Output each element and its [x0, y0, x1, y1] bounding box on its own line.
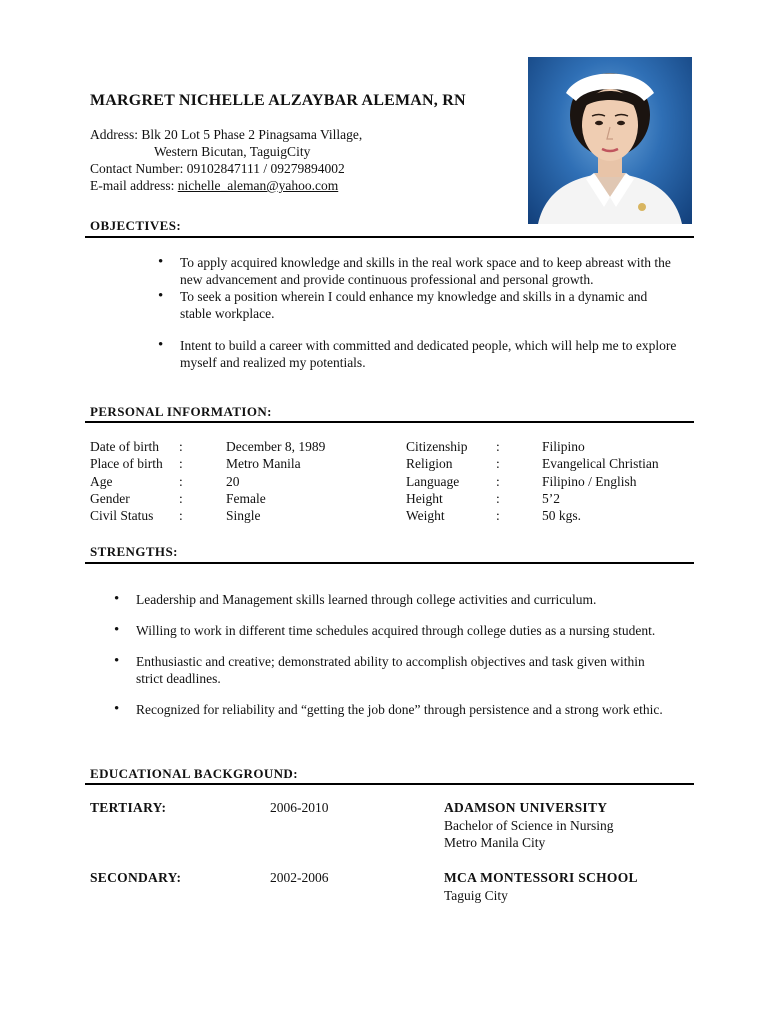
personal-info-row — [90, 473, 690, 490]
separator: : — [496, 439, 500, 454]
tertiary-years: 2006-2010 — [270, 800, 329, 815]
applicant-name: MARGRET NICHELLE ALZAYBAR ALEMAN, RN — [90, 92, 466, 109]
value-height: 5’2 — [542, 491, 560, 506]
profile-photo — [528, 57, 692, 224]
separator: : — [179, 491, 183, 506]
value-weight: 50 kgs. — [542, 508, 582, 523]
value-date-of-birth: December 8, 1989 — [226, 439, 326, 454]
label-age: Age — [90, 474, 113, 489]
education-heading: EDUCATIONAL BACKGROUND: — [90, 766, 298, 781]
objectives-divider — [85, 236, 694, 238]
secondary-school: MCA MONTESSORI SCHOOL — [444, 870, 638, 885]
label-religion: Religion — [406, 456, 453, 471]
objective-item: • Intent to build a career with committed and dedicated people, which will help me to explore myself and realized my potentials. — [154, 337, 682, 371]
education-divider — [85, 783, 694, 785]
personal-info-heading: PERSONAL INFORMATION: — [90, 404, 272, 419]
strength-item: • Leadership and Management skills learned through college activities and curriculum. — [110, 591, 675, 608]
strength-item: • Enthusiastic and creative; demonstrated ability to accomplish objectives and task given within strict deadlines. — [110, 653, 675, 687]
value-civil-status: Single — [226, 508, 261, 523]
contact-number: Contact Number: 09102847111 / 09279894002 — [90, 161, 345, 176]
personal-info-row — [90, 438, 690, 455]
objectives-list — [154, 254, 682, 371]
value-place-of-birth: Metro Manila — [226, 456, 301, 471]
label-place-of-birth: Place of birth — [90, 456, 163, 471]
separator: : — [496, 456, 500, 471]
address-line-1: Address: Blk 20 Lot 5 Phase 2 Pinagsama Village, — [90, 127, 363, 142]
strength-item: • Recognized for reliability and “getting the job done” through persistence and a strong work ethic. — [110, 701, 675, 718]
tertiary-label: TERTIARY: — [90, 800, 167, 815]
nurse-portrait-image — [528, 57, 692, 224]
personal-info-row — [90, 507, 690, 524]
label-date-of-birth: Date of birth — [90, 439, 159, 454]
secondary-years: 2002-2006 — [270, 870, 329, 885]
separator: : — [179, 508, 183, 523]
label-civil-status: Civil Status — [90, 508, 154, 523]
value-religion: Evangelical Christian — [542, 456, 659, 471]
value-gender: Female — [226, 491, 266, 506]
strengths-divider — [85, 562, 694, 564]
tertiary-location: Metro Manila City — [444, 835, 546, 850]
value-language: Filipino / English — [542, 474, 637, 489]
personal-info-divider — [85, 421, 694, 423]
secondary-label: SECONDARY: — [90, 870, 182, 885]
objective-item: • To seek a position wherein I could enhance my knowledge and skills in a dynamic and stable workplace. — [154, 288, 682, 322]
tertiary-course: Bachelor of Science in Nursing — [444, 818, 614, 833]
objectives-heading: OBJECTIVES: — [90, 218, 182, 233]
objective-item: • To apply acquired knowledge and skills in the real work space and to keep abreast with the new advancement and provide continuous professional and personal growth. — [154, 254, 682, 288]
value-citizenship: Filipino — [542, 439, 585, 454]
value-age: 20 — [226, 474, 240, 489]
secondary-location: Taguig City — [444, 888, 508, 903]
personal-info-row — [90, 490, 690, 507]
email-line — [90, 177, 362, 194]
email-label: E-mail address: — [90, 178, 178, 193]
label-citizenship: Citizenship — [406, 439, 468, 454]
tertiary-school: ADAMSON UNIVERSITY — [444, 800, 608, 815]
contact-block — [90, 126, 362, 194]
label-height: Height — [406, 491, 443, 506]
label-weight: Weight — [406, 508, 445, 523]
separator: : — [179, 456, 183, 471]
separator: : — [179, 439, 183, 454]
address-line-2: Western Bicutan, TaguigCity — [154, 144, 311, 159]
strength-item: • Willing to work in different time schedules acquired through college duties as a nursing student. — [110, 622, 675, 639]
label-language: Language — [406, 474, 460, 489]
separator: : — [496, 474, 500, 489]
personal-info-row — [90, 455, 690, 472]
separator: : — [179, 474, 183, 489]
label-gender: Gender — [90, 491, 130, 506]
separator: : — [496, 491, 500, 506]
strengths-heading: STRENGTHS: — [90, 544, 178, 559]
separator: : — [496, 508, 500, 523]
email-link[interactable]: nichelle_aleman@yahoo.com — [177, 178, 339, 193]
strengths-list — [110, 591, 675, 718]
